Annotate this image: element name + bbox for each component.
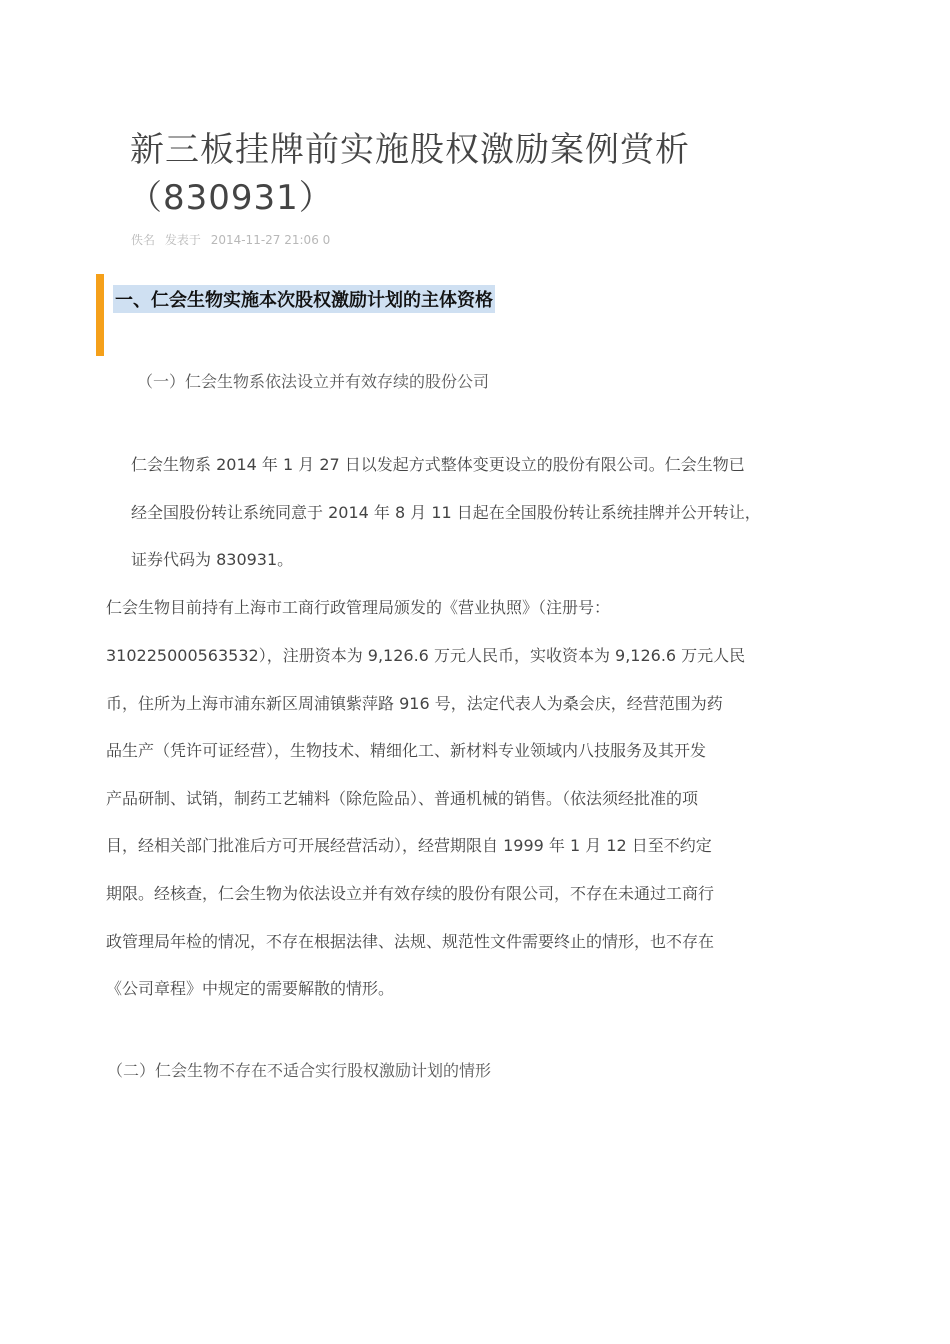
published-label: 发表于 — [164, 233, 201, 247]
paragraph-2-line: 期限。经核查，仁会生物为依法设立并有效存续的股份有限公司，不存在未通过工商行 — [106, 884, 715, 903]
section-heading: 一、仁会生物实施本次股权激励计划的主体资格 — [113, 285, 495, 313]
sub-heading-2: （二）仁会生物不存在不适合实行股权激励计划的情形 — [107, 1061, 492, 1080]
article-title-line-2: （830931） — [128, 178, 334, 218]
paragraph-2-line: 目，经相关部门批准后方可开展经营活动），经营期限自 1999 年 1 月 12 日至不约定 — [106, 836, 712, 855]
section-accent-bar — [96, 274, 104, 356]
sub-heading-1: （一）仁会生物系依法设立并有效存续的股份公司 — [137, 372, 490, 391]
published-time: 2014-11-27 21:06 0 — [210, 233, 331, 247]
paragraph-2-line: 产品研制、试销，制药工艺辅料（除危险品）、普通机械的销售。（依法须经批准的项 — [106, 789, 699, 808]
paragraph-1-line: 仁会生物系 2014 年 1 月 27 日以发起方式整体变更设立的股份有限公司。仁会生物已 — [131, 455, 745, 474]
paragraph-2-line: 《公司章程》中规定的需要解散的情形。 — [106, 979, 395, 998]
paragraph-1-line: 经全国股份转让系统同意于 2014 年 8 月 11 日起在全国股份转让系统挂牌并公开转让， — [131, 503, 761, 522]
paragraph-1-line: 证券代码为 830931。 — [131, 550, 294, 569]
author-name: 佚名 — [131, 233, 156, 247]
article-meta — [131, 231, 336, 248]
paragraph-2-line: 310225000563532），注册资本为 9,126.6 万元人民币，实收资本为 9,126.6 万元人民 — [106, 646, 746, 665]
article-title-line-1: 新三板挂牌前实施股权激励案例赏析 — [130, 130, 690, 170]
paragraph-2-line: 币，住所为上海市浦东新区周浦镇紫萍路 916 号，法定代表人为桑会庆，经营范围为药 — [106, 694, 723, 713]
paragraph-2-line: 仁会生物目前持有上海市工商行政管理局颁发的《营业执照》（注册号： — [106, 598, 611, 617]
paragraph-2-line: 品生产（凭许可证经营），生物技术、精细化工、新材料专业领域内八技服务及其开发 — [106, 741, 707, 760]
paragraph-2-line: 政管理局年检的情况，不存在根据法律、法规、规范性文件需要终止的情形，也不存在 — [106, 932, 715, 951]
